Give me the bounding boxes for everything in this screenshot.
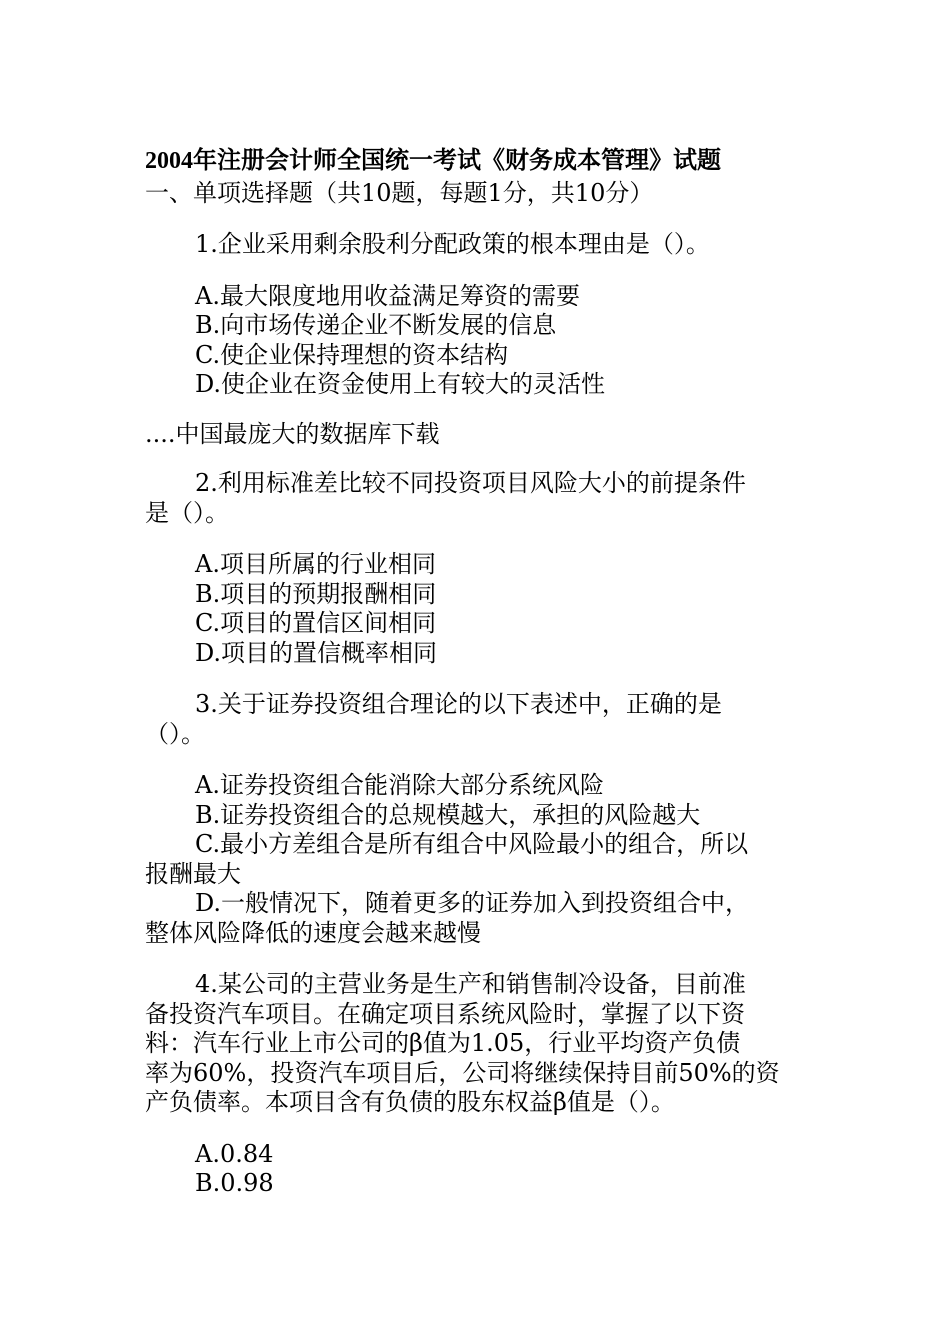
- question-4-options: [145, 1140, 805, 1199]
- question-stem-cont: （）。: [145, 719, 205, 748]
- option-c: C.最小方差组合是所有组合中风险最小的组合，所以: [195, 830, 749, 858]
- option-d: D.一般情况下，随着更多的证券加入到投资组合中，: [195, 889, 750, 917]
- option-b: B.0.98: [195, 1169, 274, 1197]
- option-d-cont: 整体风险降低的速度会越来越慢: [145, 918, 481, 947]
- option-a: A.项目所属的行业相同: [195, 550, 436, 578]
- download-note: ....中国最庞大的数据库下载: [145, 419, 440, 448]
- question-1: [145, 230, 805, 260]
- option-c: C.使企业保持理想的资本结构: [195, 340, 509, 369]
- question-stem: 1.企业采用剩余股利分配政策的根本理由是（）。: [195, 230, 710, 258]
- option-b: B.项目的预期报酬相同: [195, 579, 437, 608]
- question-stem-cont: 料：汽车行业上市公司的β值为1.05，行业平均资产负债: [145, 1029, 741, 1057]
- option-d: D.使企业在资金使用上有较大的灵活性: [195, 370, 606, 398]
- option-b: B.证券投资组合的总规模越大，承担的风险越大: [195, 800, 701, 829]
- document-title: 2004年注册会计师全国统一考试《财务成本管理》试题: [145, 148, 721, 174]
- option-a: A.证券投资组合能消除大部分系统风险: [195, 771, 604, 799]
- option-a: A.0.84: [195, 1139, 274, 1168]
- option-c-cont: 报酬最大: [145, 859, 241, 888]
- question-stem: 4.某公司的主营业务是生产和销售制冷设备，目前准: [195, 970, 746, 998]
- option-b: B.向市场传递企业不断发展的信息: [195, 311, 557, 339]
- question-1-options: [145, 282, 805, 400]
- question-2-options: [145, 550, 805, 668]
- question-stem-cont: 率为60%，投资汽车项目后，公司将继续保持目前50%的资: [145, 1058, 780, 1087]
- option-a: A.最大限度地用收益满足筹资的需要: [195, 281, 580, 310]
- question-stem-cont: 产负债率。本项目含有负债的股东权益β值是（）。: [145, 1088, 675, 1116]
- question-4: [145, 970, 805, 1118]
- question-stem: 3.关于证券投资组合理论的以下表述中，正确的是: [195, 690, 722, 718]
- question-2: [145, 469, 805, 528]
- section-heading: 一、单项选择题（共10题，每题1分，共10分）: [145, 179, 654, 207]
- option-d: D.项目的置信概率相同: [195, 638, 438, 667]
- question-stem: 2.利用标准差比较不同投资项目风险大小的前提条件: [195, 469, 746, 497]
- question-stem-cont: 备投资汽车项目。在确定项目系统风险时，掌握了以下资: [145, 999, 745, 1028]
- question-3-options: [145, 771, 805, 948]
- question-stem-cont: 是（）。: [145, 498, 229, 527]
- option-c: C.项目的置信区间相同: [195, 609, 437, 637]
- question-3: [145, 690, 805, 749]
- document-page: [145, 145, 805, 1199]
